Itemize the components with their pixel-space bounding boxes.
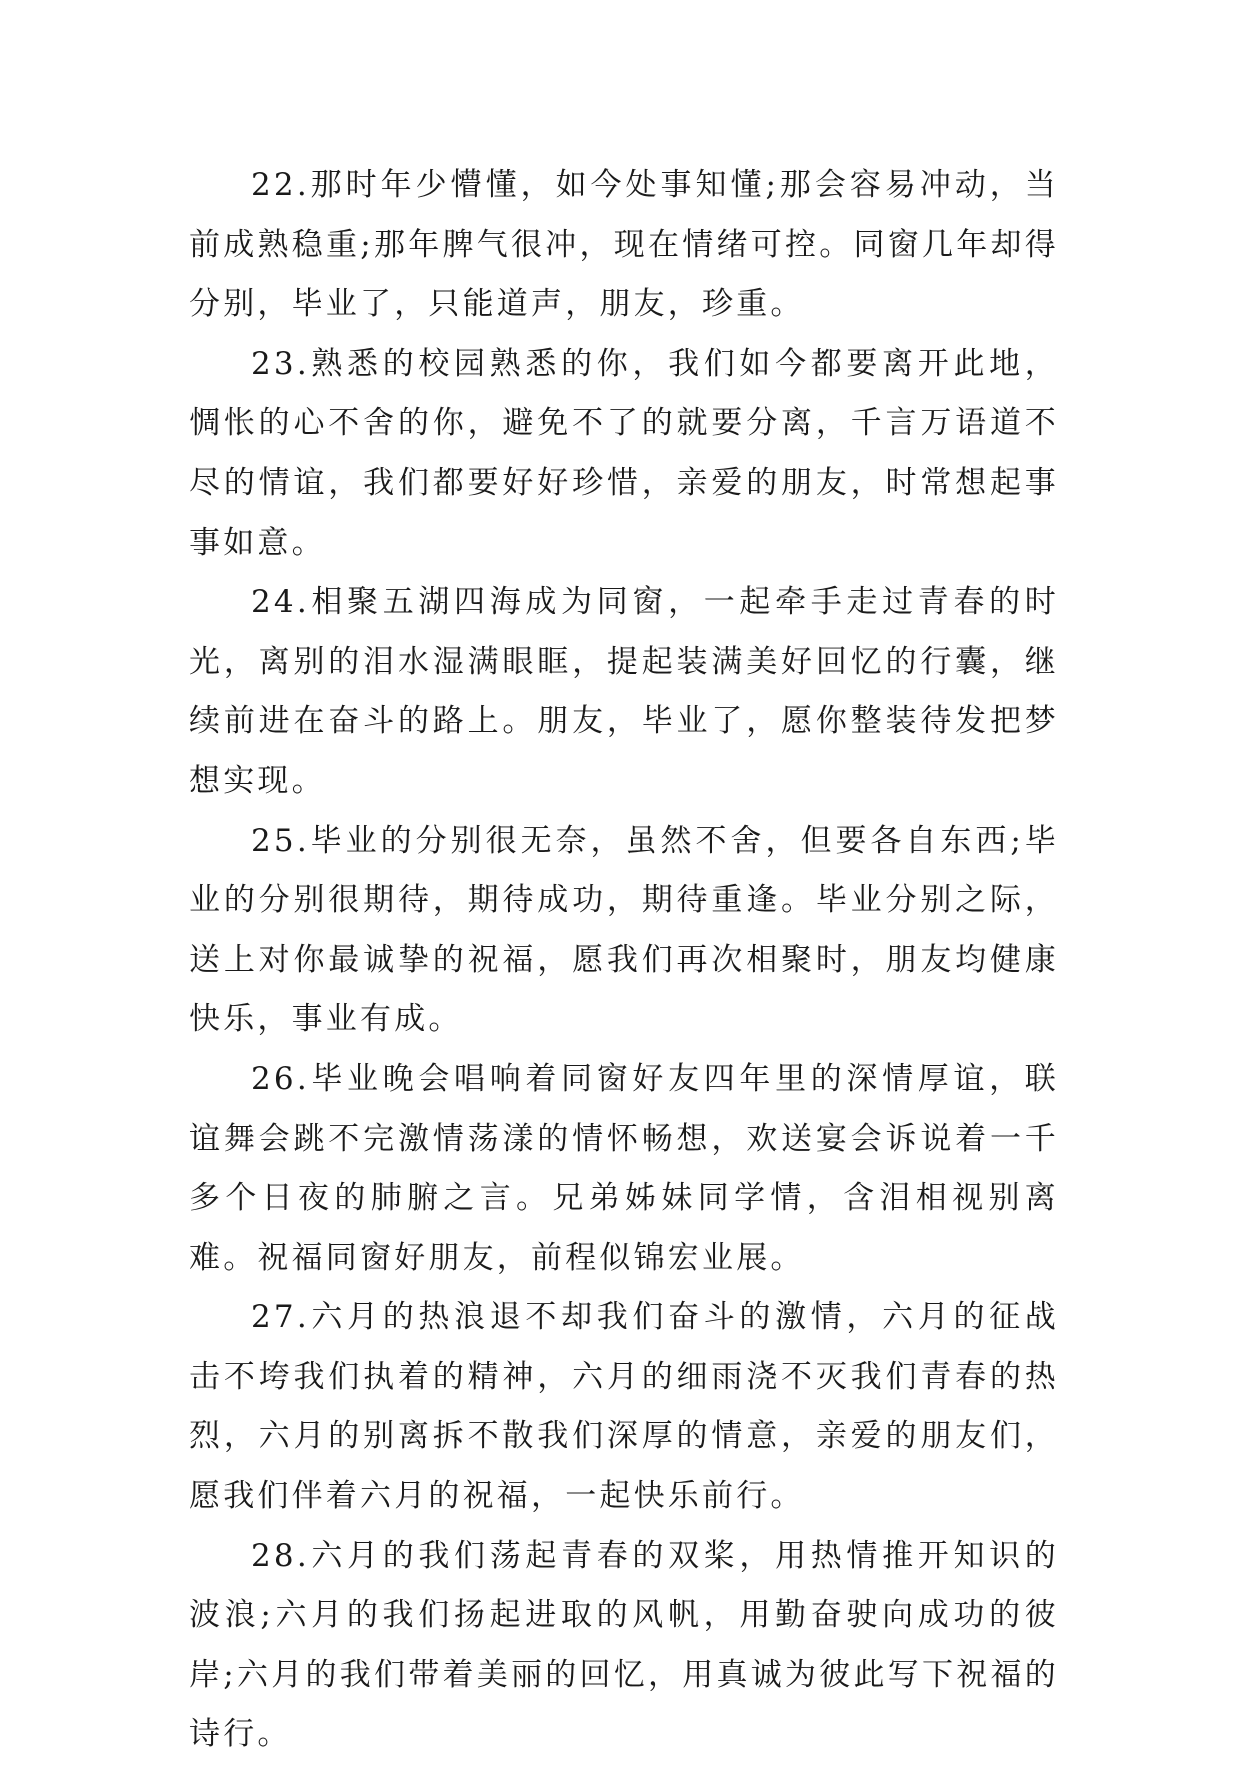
paragraph-23: 23.熟悉的校园熟悉的你，我们如今都要离开此地，惆怅的心不舍的你，避免不了的就要分离，千言万语道不尽的情谊，我们都要好好珍惜，亲爱的朋友，时常想起事事如意。 [189,345,1059,561]
paragraph-28: 28.六月的我们荡起青春的双桨，用热情推开知识的波浪;六月的我们扬起进取的风帆，用勤奋驶向成功的彼岸;六月的我们带着美丽的回忆，用真诚为彼此写下祝福的诗行。 [189,1537,1059,1753]
paragraph-27: 27.六月的热浪退不却我们奋斗的激情，六月的征战击不垮我们执着的精神，六月的细雨浇不灭我们青春的热烈，六月的别离拆不散我们深厚的情意，亲爱的朋友们，愿我们伴着六月的祝福，一起快乐前行。 [189,1299,1059,1515]
paragraph-25: 25.毕业的分别很无奈，虽然不舍，但要各自东西;毕业的分别很期待，期待成功，期待重逢。毕业分别之际，送上对你最诚挚的祝福，愿我们再次相聚时，朋友均健康快乐，事业有成。 [189,822,1059,1038]
paragraph-26: 26.毕业晚会唱响着同窗好友四年里的深情厚谊，联谊舞会跳不完激情荡漾的情怀畅想，欢送宴会诉说着一千多个日夜的肺腑之言。兄弟姊妹同学情，含泪相视别离难。祝福同窗好朋友，前程似锦宏业展。 [189,1060,1059,1276]
document-body [189,156,1059,1765]
paragraph-24: 24.相聚五湖四海成为同窗，一起牵手走过青春的时光，离别的泪水湿满眼眶，提起装满美好回忆的行囊，继续前进在奋斗的路上。朋友，毕业了，愿你整装待发把梦想实现。 [189,584,1059,799]
paragraph-22: 22.那时年少懵懂，如今处事知懂;那会容易冲动，当前成熟稳重;那年脾气很冲，现在情绪可控。同窗几年却得分别，毕业了，只能道声，朋友，珍重。 [189,167,1059,323]
